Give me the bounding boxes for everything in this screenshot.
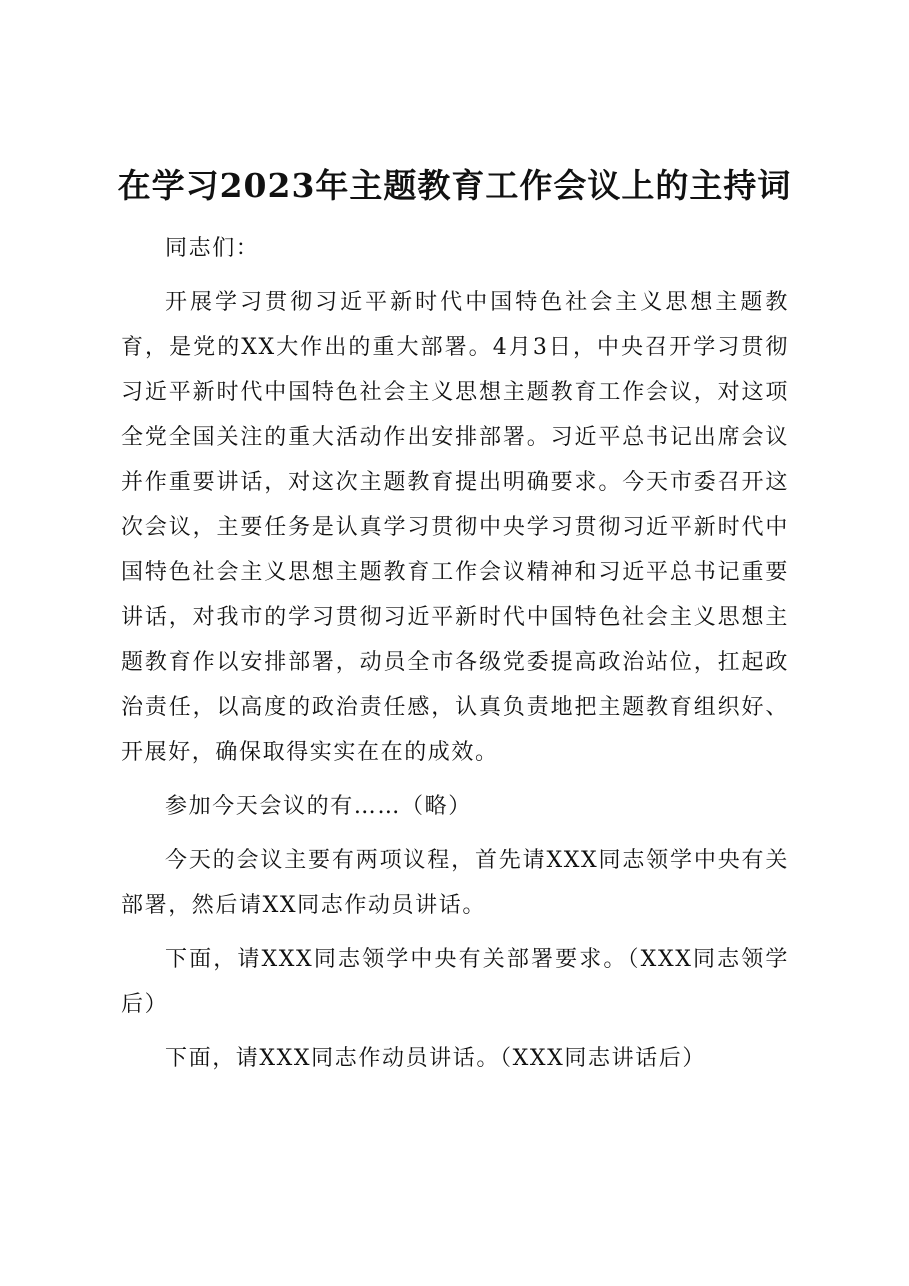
- body-paragraph: 今天的会议主要有两项议程，首先请XXX同志领学中央有关部署，然后请XX同志作动员讲话。: [121, 848, 789, 918]
- document-title: 在学习2023年主题教育工作会议上的主持词: [117, 166, 792, 205]
- document-body: [121, 226, 789, 1090]
- body-paragraph: 下面，请XXX同志作动员讲话。（XXX同志讲话后）: [165, 1046, 706, 1071]
- body-paragraph: 参加今天会议的有……（略）: [165, 794, 472, 819]
- salutation-paragraph: 同志们：: [165, 236, 260, 261]
- body-paragraph: 开展学习贯彻习近平新时代中国特色社会主义思想主题教育，是党的XX大作出的重大部署。4月3日，中央召开学习贯彻习近平新时代中国特色社会主义思想主题教育工作会议，对这项全党全国关注的重大活动作出安排部署。习近平总书记出席会议并作重要讲话，对这次主题教育提出明确要求。今天市委召开这次会议，主要任务是认真学习贯彻中央学习贯彻习近平新时代中国特色社会主义思想主题教育工作会议精神和习近平总书记重要讲话，对我市的学习贯彻习近平新时代中国特色社会主义思想主题教育作以安排部署，动员全市各级党委提高政治站位，扛起政治责任，以高度的政治责任感，认真负责地把主题教育组织好、开展好，确保取得实实在在的成效。: [121, 290, 789, 765]
- body-paragraph: 下面，请XXX同志领学中央有关部署要求。（XXX同志领学后）: [121, 947, 789, 1017]
